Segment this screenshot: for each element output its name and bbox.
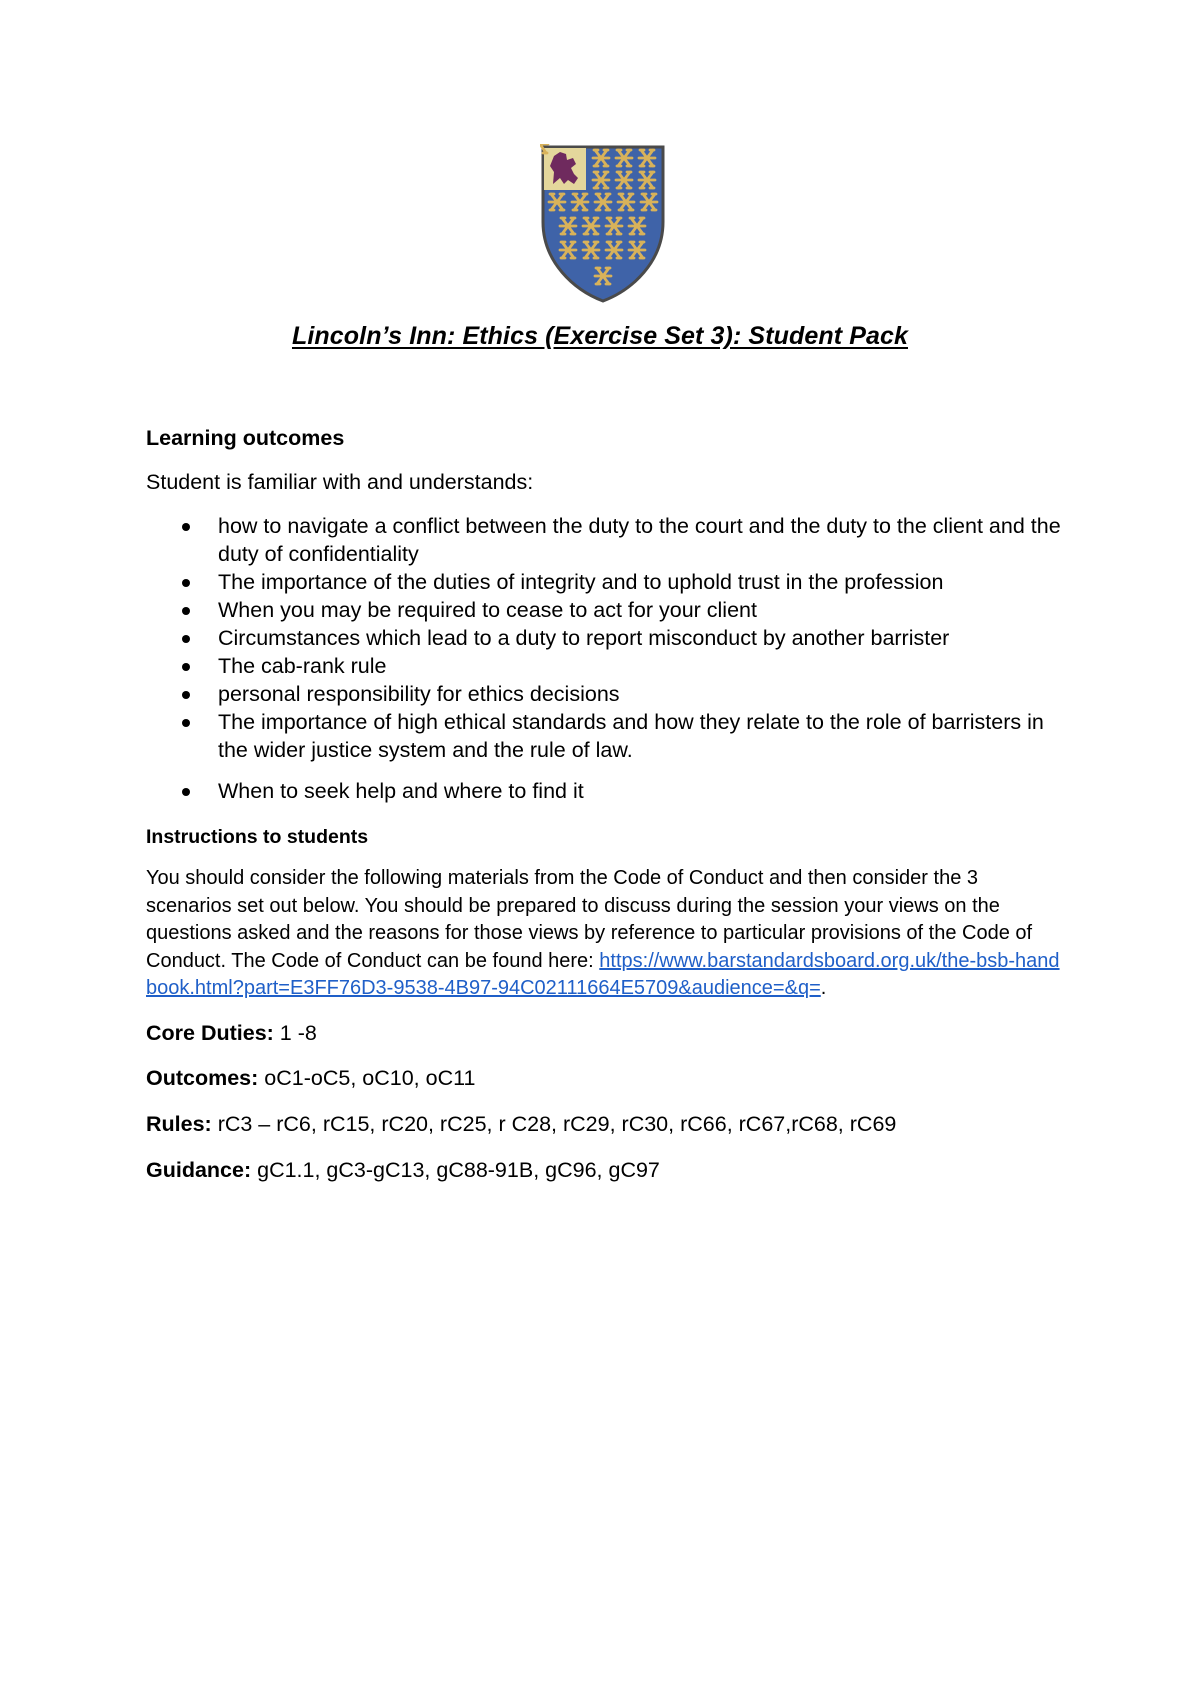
core-duties-label: Core Duties: bbox=[146, 1020, 274, 1045]
document-title: Lincoln’s Inn: Ethics (Exercise Set 3): Student Pack bbox=[291, 322, 908, 350]
instructions-period: . bbox=[820, 977, 827, 999]
list-item: Circumstances which lead to a duty to report misconduct by another barrister bbox=[146, 624, 1066, 652]
list-item: When you may be required to cease to act for your client bbox=[146, 596, 1066, 624]
list-item: When to seek help and where to find it bbox=[146, 777, 1066, 805]
outcomes-line bbox=[146, 1064, 1066, 1092]
guidance-label: Guidance: bbox=[146, 1157, 252, 1182]
outcomes-label: Outcomes: bbox=[146, 1065, 259, 1090]
instructions-heading: Instructions to students bbox=[146, 826, 369, 848]
rules-value: rC3 – rC6, rC15, rC20, rC25, r C28, rC29, rC30, rC66, rC67,rC68, rC69 bbox=[211, 1111, 897, 1136]
learning-outcomes-heading: Learning outcomes bbox=[146, 426, 345, 450]
core-duties-line bbox=[146, 1019, 1066, 1047]
rules-line bbox=[146, 1110, 1066, 1138]
rules-label: Rules: bbox=[146, 1111, 212, 1136]
code-of-conduct-link[interactable]: https://www.barstandardsboard.org.uk/the-bsb-handbook.html?part=E3FF76D3-9538-4B97-94C02111664E5709&audience=&q= bbox=[146, 949, 1060, 999]
instructions-paragraph bbox=[146, 865, 1066, 1003]
outcomes-value: oC1-oC5, oC10, oC11 bbox=[258, 1065, 476, 1090]
list-item: The importance of the duties of integrity and to uphold trust in the profession bbox=[146, 568, 1066, 596]
guidance-value: gC1.1, gC3-gC13, gC88-91B, gC96, gC97 bbox=[251, 1157, 660, 1182]
guidance-line bbox=[146, 1156, 1066, 1184]
list-item: how to navigate a conflict between the duty to the court and the duty to the client and the duty of confidentiality bbox=[146, 512, 1066, 568]
coat-of-arms-icon bbox=[540, 144, 666, 304]
list-item: The cab-rank rule bbox=[146, 652, 1066, 680]
list-item: personal responsibility for ethics decisions bbox=[146, 680, 1066, 708]
core-duties-value: 1 -8 bbox=[273, 1020, 317, 1045]
document-body bbox=[146, 424, 1066, 1184]
list-item: The importance of high ethical standards and how they relate to the role of barristers in the wider justice system and the rule of law. bbox=[146, 708, 1066, 764]
learning-outcomes-intro: Student is familiar with and understands: bbox=[146, 470, 534, 494]
learning-outcomes-list bbox=[146, 512, 1066, 805]
instructions-text: You should consider the following materials from the Code of Conduct and then consider the 3 scenarios set out below. You should be prepared to discuss during the session your views on the questions asked and the reasons for those views by reference to particular provisions of the Code of Conduct. The Code of Conduct can be found here: bbox=[146, 867, 1033, 972]
